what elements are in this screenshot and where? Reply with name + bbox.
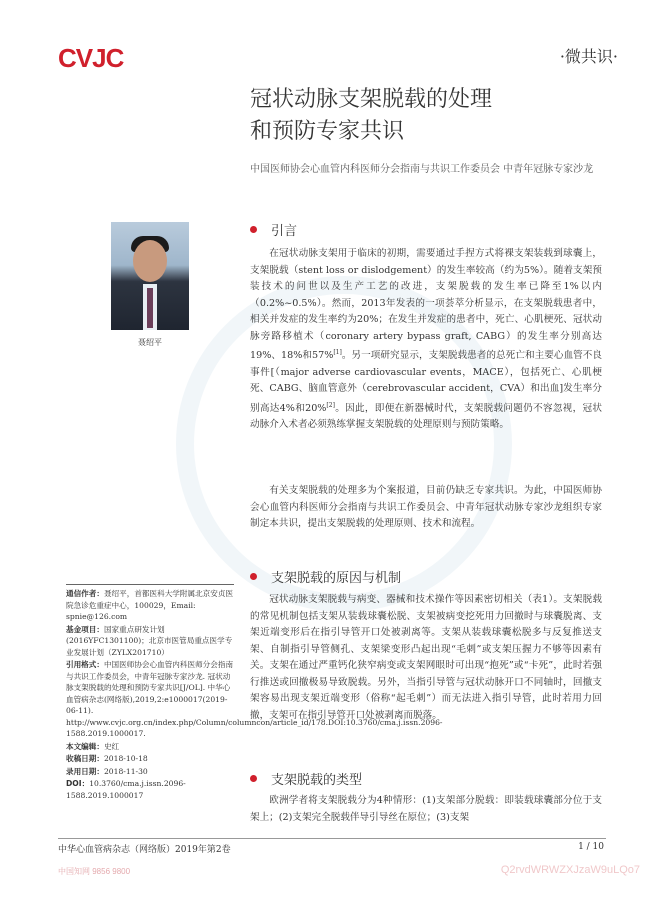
sidebar-divider [66,584,234,585]
footer-divider [58,838,606,839]
bullet-icon [250,226,257,233]
correspondence-info: 通信作者：聂绍平，首都医科大学附属北京安贞医院急诊危重症中心，100029，Email: spnie@126.com [66,589,234,621]
section-heading-causes: 支架脱载的原因与机制 [250,567,401,586]
intro-paragraph-2: 有关支架脱载的处理多为个案报道，目前仍缺乏专家共识。为此，中国医师协会心血管内科医师分会指南与共识工作委员会、中青年冠状动脉专家沙龙组织专家制定本共识，提出支架脱载的处理原则、技术和流程。 [250,485,602,529]
citation-info: 引用格式：中国医师协会心血管内科医师分会指南与共识工作委员会，中青年冠脉专家沙龙. 冠状动脉支架脱载的处理和预防专家共识[J/OL]. 中华心血管病杂志(网络版),2019,2:e1000017(2019-06-11). http://www.cvjc.org.cn/index.php/Column/columncon/article_id/178.DOI:10.3760/cma.j.issn.2096-1588.2019.1000017. [66,660,443,738]
section-heading-types: 支架脱载的类型 [250,769,362,788]
author-photo [111,222,189,330]
doi-info: DOI：10.3760/cma.j.issn.2096-1588.2019.1000017 [66,779,186,800]
journal-footer: 中华心血管病杂志（网络版）2019年第2卷 [58,845,231,855]
source-watermark: 中国知网 9856 9800 [58,867,131,876]
types-paragraph: 欧洲学者将支架脱载分为4种情形：(1)支架部分脱载：即装载球囊部分位于支架上；(2)支架完全脱载伴导引导丝在原位；(3)支架 [250,795,602,823]
author-list: 中国医师协会心血管内科医师分会指南与共识工作委员会 中青年冠脉专家沙龙 [250,164,594,175]
accepted-date: 录用日期：2018-11-30 [66,766,148,776]
bullet-icon [250,573,257,580]
funding-info: 基金项目：国家重点研发计划(2016YFC1301100)；北京市医管局重点医学专业发展计划（ZYLX201710） [66,624,233,657]
title-line-2: 和预防专家共识 [250,119,405,144]
citation-ref[interactable]: [2] [326,401,335,409]
citation-ref[interactable]: [1] [333,349,342,356]
section-heading-intro: 引言 [250,220,297,239]
received-date: 收稿日期：2018-10-18 [66,754,148,763]
intro-paragraph-1: 在冠状动脉支架用于临床的初期，需要通过手捏方式将裸支架装载到球囊上，支架脱载（stent loss or dislodgement）的发生率较高（约为5%）。随着支架预装技术的问世以及生产工艺的改进，支架脱载的发生率已降至1%以内（0.2%~0.5%）。然而，2013年发表的一项荟萃分析显示，在支架脱载患者中，相关并发症的发生率约为20%；在发生并发症的患者中，死亡、心肌梗死、冠状动脉旁路移植术（coronary artery bypass graft, CABG）的发生率分别高达19%、18%和57%[1]。另一项研究显示，支架脱载患者的总死亡和主要心血管不良事件[（major adverse cardiovascular events，MACE），包括死亡、心肌梗死、CABG、脑血管意外（cerebrovascular accident，CVA）和出血]发生率分别高达4%和20%[2]。因此，即便在新器械时代，支架脱载问题仍不容忽视，冠状动脉介入术者必须熟练掌握支架脱载的处理原则与预防策略。 [250,248,603,431]
editor-info: 本文编辑：史红 [66,741,120,751]
journal-logo: CVJC [58,43,124,73]
column-tag: ·微共识· [559,47,618,66]
bullet-icon [250,775,257,782]
causes-paragraph: 冠状动脉支架脱载与病变、器械和技术操作等因素密切相关（表1）。支架脱载的常见机制包括支架从装载球囊松脱、支架被病变挖死用力回撤时与球囊脱离、支架近端变形后在指引导管开口处被剥离等。支架从装载球囊松脱多与反复推送支架、自制指引导管侧孔、支架梁变形凸起出现“毛刺”或支架压握力不够等因素有关。支架在通过严重钙化狭窄病变或支架网眼时可出现“抱死”或“卡死”，此时若强行推送或回撤极易导致脱载。另外，当指引导管与冠状动脉开口不同轴时，回撤支架容易出现支架近端变形（俗称“起毛刺”）而无法进入指引导管，此时若用力回撤，支架可在指引导管开口处被剥离而脱落。 [250,594,602,721]
encoded-watermark: Q2rvdWRWZXJzaW9uLQo7 [500,864,640,876]
title-line-1: 冠状动脉支架脱载的处理 [250,87,493,112]
article-title [250,84,492,148]
page-number: 1 / 10 [578,842,604,852]
photo-caption: 聂绍平 [138,338,162,347]
